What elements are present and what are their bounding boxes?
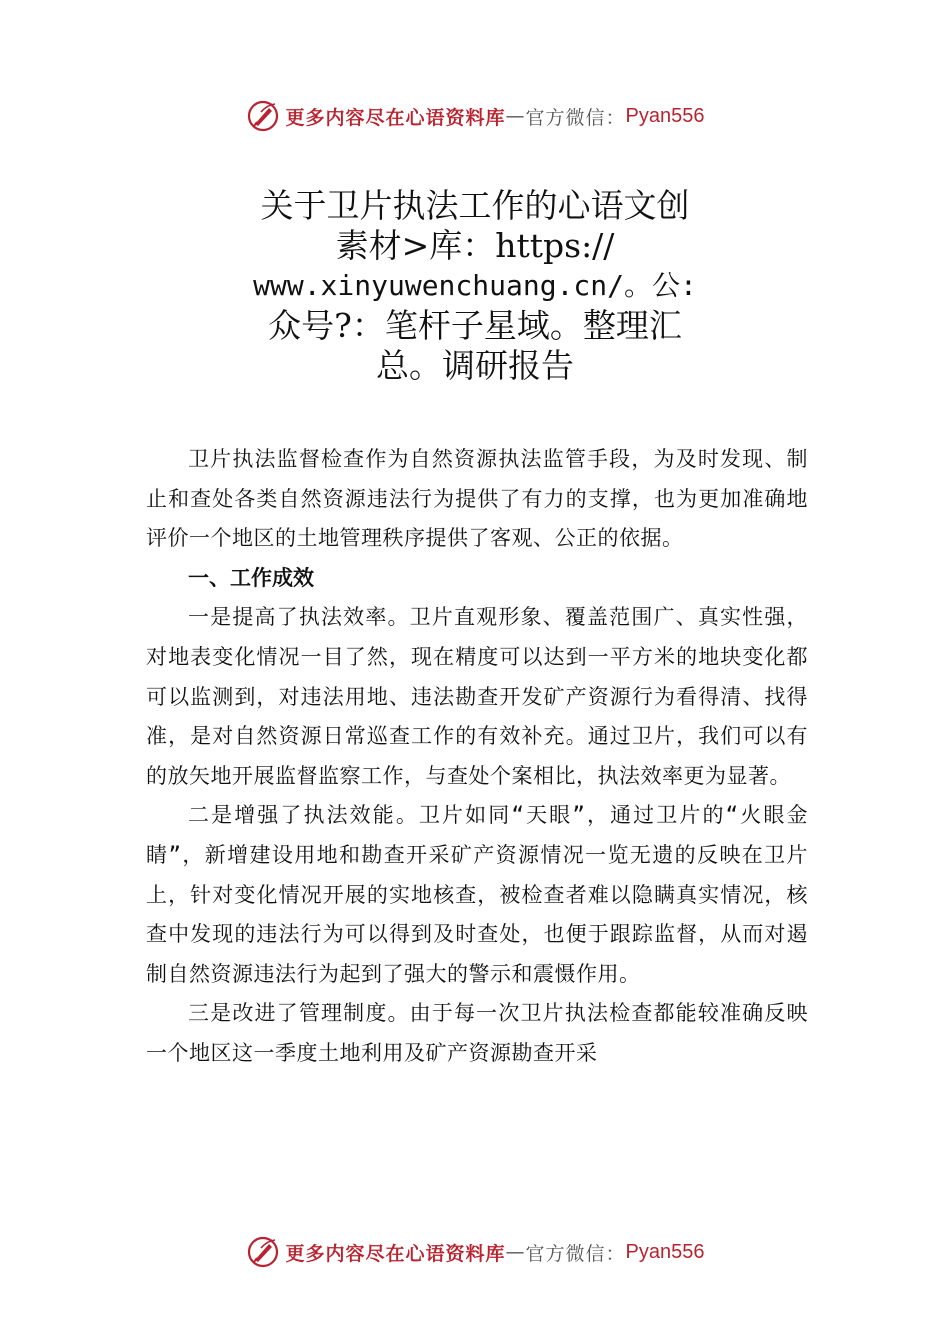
title-line-4: 众号?：笔杆子星域。整理汇	[268, 306, 682, 345]
banner-wechat-label: 官方微信：	[525, 106, 626, 129]
title-line-1: 关于卫片执法工作的心语文创	[260, 186, 690, 225]
intro-paragraph: 卫片执法监督检查作为自然资源执法监管手段，为及时发现、制止和查处各类自然资源违法行为提供了有力的支撑，也为更加准确地评价一个地区的土地管理秩序提供了客观、公正的依据。	[146, 447, 808, 551]
banner-wechat-label: 官方微信：	[525, 1242, 626, 1265]
banner-wechat-handle: Pyan556	[625, 104, 705, 127]
banner-text: 更多内容尽在心语资料库	[285, 1242, 506, 1265]
document-body	[146, 440, 808, 1074]
document-title	[150, 186, 800, 386]
footer-banner	[0, 1232, 950, 1272]
banner-dash: —	[505, 105, 526, 127]
banner-text: 更多内容尽在心语资料库	[285, 106, 506, 129]
pen-feather-logo-icon	[246, 1235, 280, 1269]
title-line-5: 总。调研报告	[376, 346, 574, 385]
banner-wechat-handle: Pyan556	[625, 1240, 705, 1263]
header-banner	[0, 96, 950, 136]
section-heading-1: 一、工作成效	[188, 565, 314, 590]
paragraph-point-2: 二是增强了执法效能。卫片如同“天眼”，通过卫片的“火眼金睛”，新增建设用地和勘查开采矿产资源情况一览无遗的反映在卫片上，针对变化情况开展的实地核查，被检查者难以隐瞒真实情况，核查中发现的违法行为可以得到及时查处，也便于跟踪监督，从而对遏制自然资源违法行为起到了强大的警示和震慑作用。	[146, 803, 808, 986]
title-line-2: 素材>库：https://	[335, 226, 615, 265]
paragraph-point-1: 一是提高了执法效率。卫片直观形象、覆盖范围广、真实性强，对地表变化情况一目了然，现在精度可以达到一平方米的地块变化都可以监测到，对违法用地、违法勘查开发矿产资源行为看得清、找得准，是对自然资源日常巡查工作的有效补充。通过卫片，我们可以有的放矢地开展监督监察工作，与查处个案相比，执法效率更为显著。	[146, 605, 808, 788]
banner-dash: —	[505, 1241, 526, 1263]
paragraph-point-3: 三是改进了管理制度。由于每一次卫片执法检查都能较准确反映一个地区这一季度土地利用及矿产资源勘查开采	[146, 1001, 808, 1065]
pen-feather-logo-icon	[246, 99, 280, 133]
title-line-3: www.xinyuwenchuang.cn/。公:	[253, 269, 697, 302]
